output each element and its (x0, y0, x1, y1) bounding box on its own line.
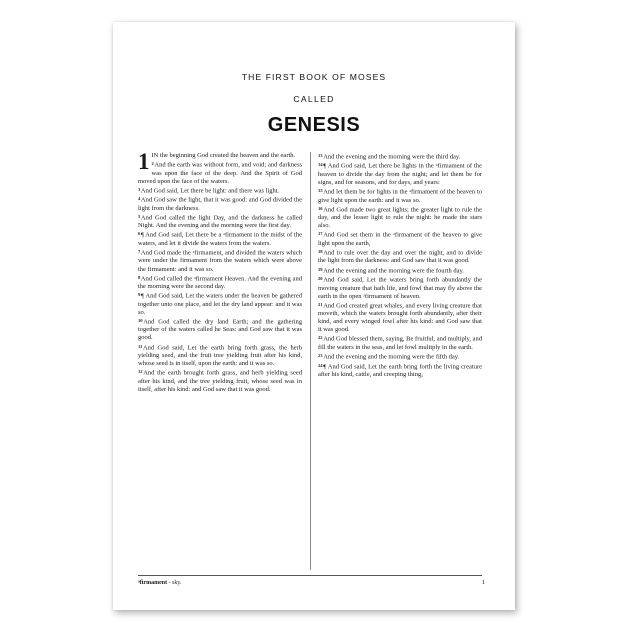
book-page (113, 22, 515, 610)
verse-number: 10 (138, 317, 143, 323)
verse-text: And God created great whales, and every living creature that moveth, which the waters brought forth abundantly, after their kind, and every winged fowl after his kind: and God saw that it was good. (318, 302, 482, 334)
verse-text: And God called the dry land Earth; and the gathering together of the waters called he Seas: and God saw that it was good. (138, 318, 302, 342)
verse-number: 9 (138, 292, 141, 298)
verse-text: And the evening and the morning were the fifth day. (323, 353, 460, 361)
verse (138, 160, 302, 186)
footnote-definition: - sky. (167, 580, 182, 586)
verse-text: ¶ And God said, Let the earth bring forth the living creature after his kind, cattle, and creeping thing, (318, 362, 482, 379)
verse-text: And God said, Let the waters bring forth abundantly the moving creature that hath life, and fowl that may fly above the earth in the open ᵃfirmament of heaven. (318, 276, 482, 300)
right-column (318, 152, 482, 379)
verse-text: And God called the ᵃfirmament Heaven. And the evening and the morning were the second day. (138, 275, 302, 291)
verse-text: IN the beginning God created the heaven and the earth. (151, 152, 296, 159)
verse (318, 161, 482, 187)
verse-number: 23 (318, 353, 323, 359)
verse-text: ¶ And God said, Let there be lights in the ᵃfirmament of the heaven to divide the day from the night; and let them be for signs, and for seasons, and for days, and years: (318, 162, 482, 187)
verse (318, 301, 482, 335)
verse-text: And God blessed them, saying, Be fruitful, and multiply, and fill the waters in the seas, and let fowl multiply in the earth. (318, 335, 482, 351)
verse-number: 7 (138, 248, 141, 254)
footnote (138, 580, 182, 586)
verse-text: And God made the ᵃfirmament, and divided the waters which were under the firmament from the waters which were above the firmament: and it was so. (138, 249, 302, 273)
verse (138, 230, 302, 248)
verse-text: And the evening and the morning were the fourth day. (323, 266, 464, 274)
verse (138, 291, 302, 317)
verse-number: 5 (138, 213, 141, 219)
verse (318, 205, 482, 231)
verse-number: 22 (318, 335, 323, 341)
footnote-term: ᵃfirmament (138, 580, 168, 586)
verse (138, 274, 302, 292)
verse-number: 3 (138, 186, 141, 192)
verse-number: 14 (318, 162, 323, 168)
verse (138, 186, 302, 195)
verse-number: 16 (318, 205, 323, 211)
verse-number: 24 (318, 362, 323, 368)
verse-text: And the evening and the morning were the third day. (323, 153, 461, 161)
verse-number: 2 (151, 161, 154, 167)
verse (318, 230, 482, 248)
verse-number: 12 (138, 369, 143, 375)
verse-text: And God said, Let the earth bring forth grass, the herb yielding seed, and the fruit tree yielding fruit after his kind, whose seed is in itself, upon the earth: and it was so. (138, 343, 302, 368)
column-divider (310, 152, 311, 570)
verse (318, 152, 482, 161)
verse-text: And God called the light Day, and the darkness he called Night. And the evening and the morning were the first day. (138, 214, 302, 230)
verse-text: And the earth brought forth grass, and herb yielding seed after his kind, and the tree yielding fruit, whose seed was in itself, after his kind: and God saw that it was good. (138, 369, 302, 393)
verse-text: And the earth was without form, and void; and darkness was upon the face of the deep. And the Spirit of God moved upon the face of the waters. (138, 161, 302, 185)
page-number: 1 (481, 579, 485, 586)
verse-text: And to rule over the day and over the night, and to divide the light from the darkness: and God saw that it was good. (318, 249, 482, 265)
page-title: GENESIS (267, 114, 361, 136)
verse-number: 17 (318, 231, 323, 237)
verse (318, 275, 482, 301)
footnote-divider (138, 575, 482, 576)
verse-number: 11 (138, 343, 143, 349)
verse (318, 334, 482, 352)
verse-text: And let them be for lights in the ᵃfirmament of the heaven to give light upon the earth: and it was so. (318, 188, 482, 204)
verse (318, 248, 482, 266)
verse-number: 20 (318, 276, 323, 282)
verse-number: 19 (318, 266, 323, 272)
left-column (138, 149, 302, 394)
verse-number: 13 (318, 153, 323, 158)
verse (318, 362, 482, 380)
verse (318, 352, 482, 361)
verse-text: And God said, Let there be light: and there was light. (140, 187, 280, 195)
verse-text: ¶ And God said, Let there be a ᵃfirmament in the midst of the waters, and let it divide the waters from the waters. (138, 231, 302, 247)
verse-text: And God saw the light, that it was good: and God divided the light from the darkness. (138, 196, 302, 212)
verse-number: 8 (138, 274, 141, 280)
verse (138, 343, 302, 369)
verse (138, 213, 302, 231)
verse-number: 4 (138, 196, 141, 202)
verse (138, 317, 302, 343)
verse-number: 6 (138, 231, 141, 237)
verse (138, 368, 302, 394)
verse-text: And God made two great lights; the greater light to rule the day, and the lesser light to rule the night: he made the stars also. (318, 206, 482, 230)
verse (138, 248, 302, 274)
verse (318, 187, 482, 205)
verse (138, 195, 302, 213)
verse (318, 266, 482, 275)
verse-number: 21 (318, 301, 323, 307)
chapter-number: 1 (138, 149, 150, 174)
verse-text: And God set them in the ᵃfirmament of the heaven to give light upon the earth, (318, 231, 482, 247)
verse-text: ¶ And God said, Let the waters under the heaven be gathered together unto one place, and let the dry land appear: and it was so. (138, 292, 302, 316)
book-subheading: CALLED (293, 94, 335, 104)
verse-number: 15 (318, 188, 323, 194)
verse-number: 18 (318, 248, 323, 254)
book-heading: THE FIRST BOOK OF MOSES (241, 72, 387, 82)
